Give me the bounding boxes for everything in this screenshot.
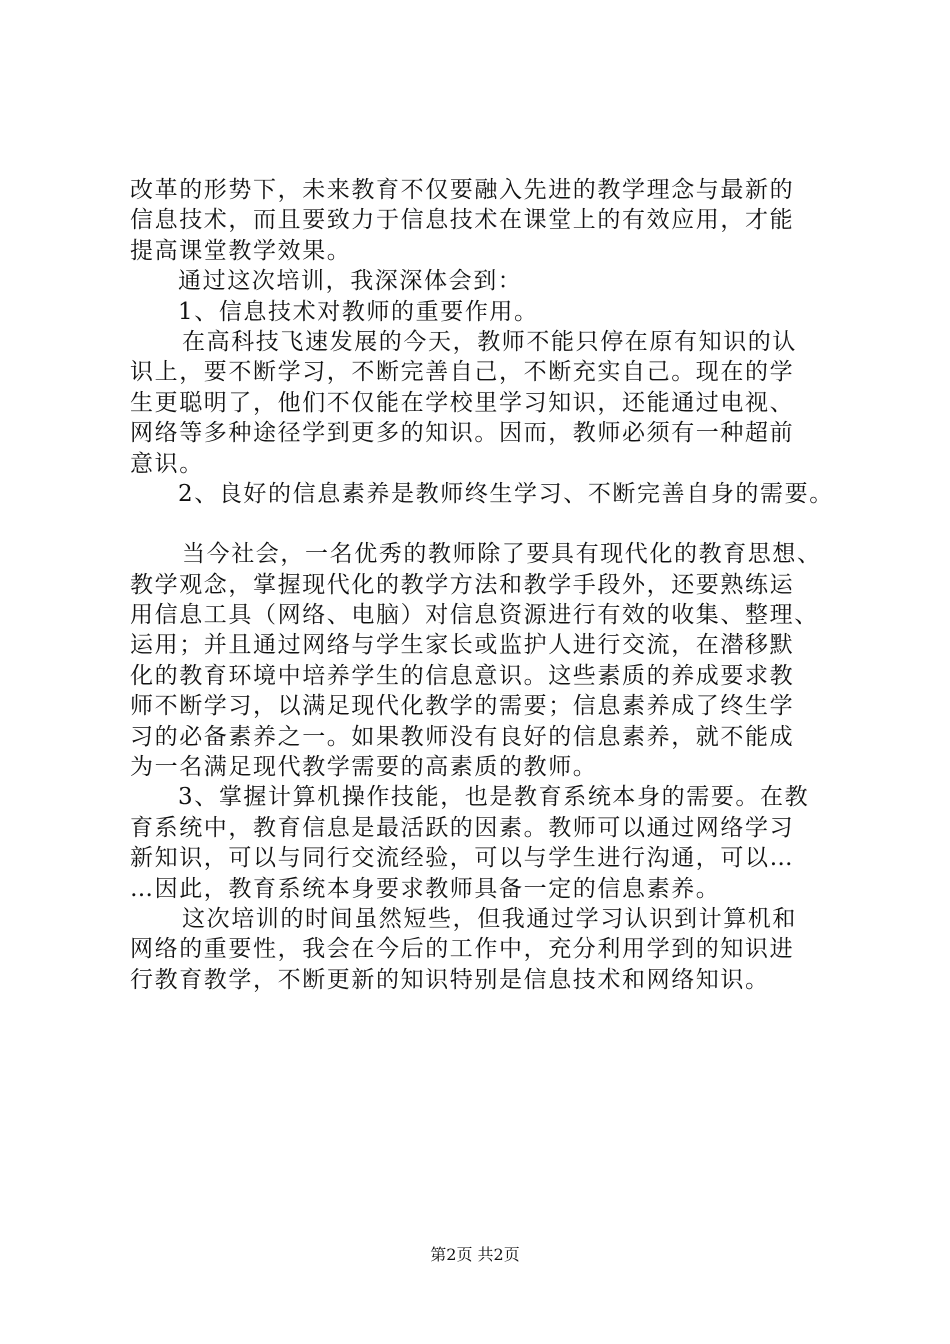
text-line: 教学观念，掌握现代化的教学方法和教学手段外，还要熟练运 <box>130 571 795 598</box>
text-line: 意识。 <box>130 450 204 477</box>
text-line: 师不断学习，以满足现代化教学的需要；信息素养成了终生学 <box>130 693 795 720</box>
text-line: 习的必备素养之一。如果教师没有良好的信息素养，就不能成 <box>130 723 795 750</box>
text-line: 行教育教学，不断更新的知识特别是信息技术和网络知识。 <box>130 966 770 993</box>
document-body <box>130 175 835 995</box>
text-line: 育系统中，教育信息是最活跃的因素。教师可以通过网络学习 <box>130 814 795 841</box>
text-line: 生更聪明了，他们不仅能在学校里学习知识，还能通过电视、 <box>130 389 795 416</box>
text-line: …因此，教育系统本身要求教师具备一定的信息素养。 <box>130 875 721 902</box>
text-line: 通过这次培训，我深深体会到： <box>178 268 523 295</box>
text-line: 改革的形势下，未来教育不仅要融入先进的教学理念与最新的 <box>130 177 795 203</box>
text-line: 当今社会，一名优秀的教师除了要具有现代化的教育思想、 <box>182 541 822 568</box>
text-line: 2、良好的信息素养是教师终生学习、不断完善自身的需要。 <box>178 480 834 507</box>
text-line: 网络的重要性，我会在今后的工作中，充分利用学到的知识进 <box>130 936 795 963</box>
text-line: 化的教育环境中培养学生的信息意识。这些素质的养成要求教 <box>130 662 795 689</box>
text-line: 为一名满足现代教学需要的高素质的教师。 <box>130 754 598 781</box>
text-line: 3、掌握计算机操作技能，也是教育系统本身的需要。在教 <box>178 784 810 811</box>
text-line: 识上，要不断学习，不断完善自己，不断充实自己。现在的学 <box>130 359 795 386</box>
text-line: 运用；并且通过网络与学生家长或监护人进行交流，在潜移默 <box>130 632 795 659</box>
paragraph-gap <box>130 509 835 539</box>
text-line: 提高课堂教学效果。 <box>130 237 352 264</box>
text-line: 信息技术，而且要致力于信息技术在课堂上的有效应用，才能 <box>130 207 795 234</box>
text-line: 这次培训的时间虽然短些，但我通过学习认识到计算机和 <box>182 905 797 932</box>
text-line: 网络等多种途径学到更多的知识。因而，教师必须有一种超前 <box>130 420 795 447</box>
text-line: 1、信息技术对教师的重要作用。 <box>178 298 539 325</box>
page-number-footer: 第2页 共2页 <box>430 1245 520 1264</box>
text-line: 用信息工具（网络、电脑）对信息资源进行有效的收集、整理、 <box>130 602 819 629</box>
text-line: 新知识，可以与同行交流经验，可以与学生进行沟通，可以… <box>130 845 795 872</box>
text-line: 在高科技飞速发展的今天，教师不能只停在原有知识的认 <box>182 328 797 355</box>
